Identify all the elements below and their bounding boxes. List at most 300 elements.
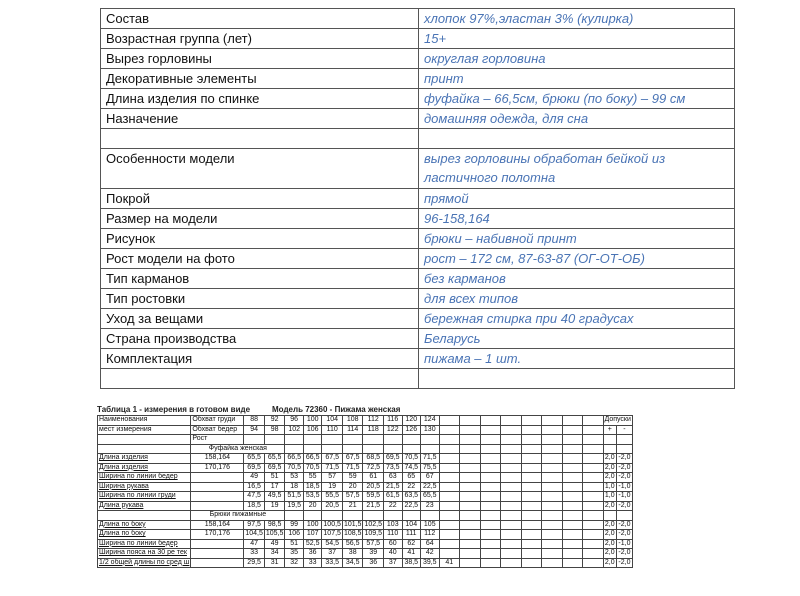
empty-cell: [521, 435, 542, 445]
measurement-row: [98, 539, 633, 549]
empty-cell: [562, 444, 583, 454]
empty-cell: [303, 511, 322, 521]
tolerance-minus-value: -2,0: [618, 473, 631, 481]
empty-cell: [583, 520, 604, 530]
size-cell: 92: [264, 416, 285, 426]
value-cell: 32: [285, 558, 304, 568]
property-row: [101, 349, 735, 369]
value-cell: 110: [384, 530, 403, 540]
empty-cell: [562, 549, 583, 559]
value-cell: 47,5: [244, 492, 265, 502]
empty-cell: [562, 511, 583, 521]
empty-cell: [521, 454, 542, 464]
property-value: фуфайка – 66,5см, брюки (по боку) – 99 см: [419, 89, 735, 109]
tolerance-plus-value: 2,0: [604, 473, 615, 481]
size-cell: 104: [322, 416, 343, 426]
height-cell: 158,164: [191, 520, 244, 530]
tolerance-plus-value: 2,0: [604, 530, 615, 538]
value-cell: 100: [303, 520, 322, 530]
empty-cell: [603, 435, 616, 445]
property-key: [101, 129, 419, 149]
property-key: Покрой: [101, 189, 419, 209]
value-cell: 97,5: [244, 520, 265, 530]
measurement-row: [98, 530, 633, 540]
property-value: рост – 172 см, 87-63-87 (ОГ-ОТ-ОБ): [419, 249, 735, 269]
value-cell: 33,5: [322, 558, 343, 568]
measurement-row: [98, 463, 633, 473]
empty-cell: [521, 501, 542, 511]
value-cell: 59: [342, 473, 363, 483]
value-cell: 65,5: [421, 492, 440, 502]
value-cell: 73,5: [384, 463, 403, 473]
empty-cell: [439, 454, 460, 464]
height-cell: [191, 482, 244, 492]
height-cell: [191, 492, 244, 502]
section-row: [98, 511, 633, 521]
value-cell: 47: [244, 539, 265, 549]
height-cell: 158,164: [191, 454, 244, 464]
empty-cell: [439, 482, 460, 492]
value-cell: 57,5: [363, 539, 384, 549]
value-cell: 51: [264, 473, 285, 483]
property-value: [419, 369, 735, 389]
empty-cell: [480, 530, 501, 540]
empty-cell: [244, 435, 265, 445]
empty-cell: [322, 435, 343, 445]
empty-cell: [521, 425, 542, 435]
empty-cell: [460, 435, 481, 445]
table-title: Таблица 1 - измерения в готовом виде: [97, 405, 251, 414]
value-cell: 61,5: [384, 492, 403, 502]
property-row: [101, 89, 735, 109]
property-value: принт: [419, 69, 735, 89]
empty-cell: [521, 539, 542, 549]
property-key: Назначение: [101, 109, 419, 129]
value-cell: 64: [421, 539, 440, 549]
property-row: [101, 289, 735, 309]
value-cell: 53: [285, 473, 304, 483]
empty-cell: [384, 511, 403, 521]
empty-cell: [542, 454, 563, 464]
measurement-row: [98, 473, 633, 483]
empty-cell: [460, 454, 481, 464]
empty-cell: [521, 520, 542, 530]
empty-cell: [521, 482, 542, 492]
property-row: [101, 209, 735, 229]
empty-cell: [285, 444, 304, 454]
empty-cell: [521, 492, 542, 502]
measurement-row: [98, 501, 633, 511]
empty-cell: [285, 435, 304, 445]
value-cell: 37: [322, 549, 343, 559]
empty-cell: [562, 473, 583, 483]
value-cell: 61: [363, 473, 384, 483]
empty-cell: [542, 473, 563, 483]
measurement-name: Ширина по линии груди: [98, 492, 191, 502]
tolerance-plus: +: [603, 425, 616, 435]
height-cell: 170,176: [191, 463, 244, 473]
value-cell: 18: [285, 482, 304, 492]
empty-cell: [342, 435, 363, 445]
height-cell: [191, 558, 244, 568]
empty-cell: [460, 473, 481, 483]
tolerance-label: Допуски: [604, 416, 631, 424]
tolerance-minus-value: -2,0: [618, 454, 631, 462]
size-cell: 100: [303, 416, 322, 426]
empty-cell: [542, 416, 563, 426]
property-key: Вырез горловины: [101, 49, 419, 69]
empty-cell: [583, 530, 604, 540]
empty-cell: [439, 539, 460, 549]
empty-cell: [480, 473, 501, 483]
value-cell: 41: [402, 549, 421, 559]
size-cell: 130: [421, 425, 440, 435]
value-cell: 38,5: [402, 558, 421, 568]
empty-cell: [616, 511, 632, 521]
empty-cell: [480, 416, 501, 426]
measurement-name: Длина изделия: [98, 463, 191, 473]
empty-cell: [583, 501, 604, 511]
property-value: 15+: [419, 29, 735, 49]
value-cell: 71,5: [322, 463, 343, 473]
property-row: [101, 149, 735, 189]
empty-cell: [480, 482, 501, 492]
value-cell: 106: [285, 530, 304, 540]
value-cell: 59,5: [363, 492, 384, 502]
value-cell: 37: [384, 558, 403, 568]
value-cell: 102,5: [364, 520, 382, 528]
property-key: Комплектация: [101, 349, 419, 369]
value-cell: 109,5: [364, 530, 382, 538]
value-cell: 70,5: [402, 454, 421, 464]
empty-cell: [583, 435, 604, 445]
empty-cell: [542, 492, 563, 502]
size-cell: 102: [285, 425, 304, 435]
header-name: мест измерения: [98, 425, 191, 435]
empty-cell: [480, 511, 501, 521]
value-cell: 74,5: [402, 463, 421, 473]
empty-cell: [562, 454, 583, 464]
measurement-row: [98, 558, 633, 568]
measurement-row: [98, 549, 633, 559]
value-cell: 21: [342, 501, 363, 511]
value-cell: 40: [384, 549, 403, 559]
property-row: [101, 69, 735, 89]
empty-cell: [583, 425, 604, 435]
empty-cell: [402, 511, 421, 521]
tolerance-minus-value: -2,0: [618, 501, 631, 509]
value-cell: 105: [421, 520, 440, 530]
empty-cell: [439, 435, 460, 445]
property-value: 96-158,164: [419, 209, 735, 229]
tolerance-minus-value: -2,0: [618, 463, 631, 471]
empty-cell: [501, 435, 522, 445]
empty-cell: [460, 520, 481, 530]
value-cell: 55,5: [322, 492, 343, 502]
empty-cell: [583, 416, 604, 426]
header-name: Наименования: [98, 416, 191, 426]
property-value: бережная стирка при 40 градусах: [419, 309, 735, 329]
measurement-name: Ширина по линии бедер: [98, 473, 191, 483]
empty-cell: [501, 520, 522, 530]
empty-cell: [384, 444, 403, 454]
empty-cell: [521, 444, 542, 454]
empty-cell: [421, 444, 440, 454]
tolerance-plus-value: 1,0: [604, 482, 615, 490]
empty-cell: [439, 416, 460, 426]
value-cell: 69,5: [244, 463, 265, 473]
empty-cell: [542, 530, 563, 540]
empty-cell: [583, 549, 604, 559]
tolerance-minus-value: -1,0: [618, 492, 631, 500]
height-row: [98, 435, 633, 445]
empty-cell: [480, 444, 501, 454]
empty-cell: [480, 425, 501, 435]
size-cell: 88: [244, 416, 265, 426]
empty-cell: [480, 492, 501, 502]
measurement-name: Ширина по линии бедер: [98, 539, 191, 549]
empty-cell: [460, 444, 481, 454]
tolerance-plus-value: 2,0: [604, 454, 615, 462]
empty-cell: [439, 473, 460, 483]
property-value: [419, 129, 735, 149]
empty-cell: [460, 558, 481, 568]
value-cell: 18,5: [303, 482, 322, 492]
empty-cell: [439, 425, 460, 435]
value-cell: 21,5: [363, 501, 384, 511]
property-key: Состав: [101, 9, 419, 29]
size-cell: 122: [384, 425, 403, 435]
empty-cell: [421, 511, 440, 521]
property-value: пижама – 1 шт.: [419, 349, 735, 369]
value-cell: 98,5: [264, 520, 285, 530]
empty-cell: [363, 435, 384, 445]
value-cell: 68,5: [363, 454, 384, 464]
empty-cell: [583, 511, 604, 521]
value-cell: 75,5: [421, 463, 440, 473]
value-cell: 38: [342, 549, 363, 559]
tolerance-plus-value: 2,0: [604, 558, 615, 566]
empty-cell: [521, 558, 542, 568]
size-cell: 126: [402, 425, 421, 435]
value-cell: 60: [384, 539, 403, 549]
header-row: [98, 416, 633, 426]
value-cell: 17: [264, 482, 285, 492]
empty-cell: [480, 520, 501, 530]
property-key: Возрастная группа (лет): [101, 29, 419, 49]
value-cell: 20,5: [363, 482, 384, 492]
empty-cell: [439, 492, 460, 502]
size-cell: 110: [322, 425, 343, 435]
value-cell: 55: [303, 473, 322, 483]
empty-cell: [521, 473, 542, 483]
model-title: Модель 72360 - Пижама женская: [272, 405, 401, 414]
measurement-name: Ширина рукава: [98, 482, 191, 492]
empty-cell: [439, 444, 460, 454]
value-cell: 108,5: [343, 530, 362, 538]
empty-cell: [562, 482, 583, 492]
empty-cell: [583, 473, 604, 483]
empty-cell: [562, 416, 583, 426]
empty-cell: [303, 435, 322, 445]
empty-cell: [439, 530, 460, 540]
measurements-table: [97, 415, 633, 568]
size-cell: 94: [244, 425, 265, 435]
empty-cell: [264, 435, 285, 445]
value-cell: 49: [244, 473, 265, 483]
empty-cell: [542, 482, 563, 492]
tolerance-minus-value: -1,0: [618, 539, 631, 547]
value-cell: 62: [402, 539, 421, 549]
empty-cell: [542, 539, 563, 549]
empty-cell: [363, 511, 384, 521]
value-cell: 104: [402, 520, 421, 530]
empty-cell: [501, 454, 522, 464]
empty-cell: [363, 444, 384, 454]
empty-cell: [460, 530, 481, 540]
tolerance-minus-value: -1,0: [618, 482, 631, 490]
empty-cell: [562, 492, 583, 502]
value-cell: 29,5: [244, 558, 265, 568]
empty-cell: [542, 511, 563, 521]
value-cell: 41: [439, 558, 460, 568]
value-cell: 111: [402, 530, 421, 540]
empty-cell: [421, 435, 440, 445]
value-cell: 49,5: [264, 492, 285, 502]
value-cell: 66,5: [303, 454, 322, 464]
property-row: [101, 9, 735, 29]
property-row: [101, 109, 735, 129]
empty-cell: [501, 549, 522, 559]
empty-cell: [583, 444, 604, 454]
empty-cell: [521, 530, 542, 540]
tolerance-minus-value: -2,0: [618, 530, 631, 538]
value-cell: 23: [421, 501, 440, 511]
empty-cell: [562, 520, 583, 530]
size-cell: 116: [384, 416, 403, 426]
size-cell: 106: [303, 425, 322, 435]
value-cell: 101,5: [343, 520, 362, 528]
value-cell: 19: [322, 482, 343, 492]
value-cell: 56,5: [342, 539, 363, 549]
property-key: Рисунок: [101, 229, 419, 249]
empty-cell: [480, 501, 501, 511]
property-value: домашняя одежда, для сна: [419, 109, 735, 129]
empty-cell: [501, 530, 522, 540]
empty-cell: [501, 425, 522, 435]
empty-cell: [98, 511, 191, 521]
empty-cell: [303, 444, 322, 454]
tolerance-minus-value: -2,0: [618, 520, 631, 528]
property-row: [101, 369, 735, 389]
value-cell: 36: [303, 549, 322, 559]
tolerance-plus-value: 2,0: [604, 539, 615, 547]
empty-cell: [501, 416, 522, 426]
property-value: без карманов: [419, 269, 735, 289]
height-cell: [191, 549, 244, 559]
tolerance-minus: -: [616, 425, 632, 435]
size-cell: 120: [402, 416, 421, 426]
value-cell: 39,5: [421, 558, 440, 568]
header-row: [98, 425, 633, 435]
empty-cell: [439, 501, 460, 511]
measurement-name: 1/2 общей длины по сред ш: [99, 558, 190, 566]
empty-cell: [342, 444, 363, 454]
empty-cell: [521, 549, 542, 559]
header-sub: Обхват бедер: [191, 425, 244, 435]
property-row: [101, 309, 735, 329]
empty-cell: [480, 539, 501, 549]
empty-cell: [521, 511, 542, 521]
value-cell: 19: [264, 501, 285, 511]
value-cell: 20,5: [322, 501, 343, 511]
value-cell: 22: [402, 482, 421, 492]
value-cell: 57: [322, 473, 343, 483]
tolerance-plus-value: 2,0: [604, 549, 615, 557]
section-title: Брюки пижамные: [191, 511, 285, 521]
empty-cell: [501, 444, 522, 454]
value-cell: 20: [342, 482, 363, 492]
empty-cell: [501, 539, 522, 549]
value-cell: 53,5: [303, 492, 322, 502]
empty-cell: [562, 558, 583, 568]
value-cell: 51,5: [285, 492, 304, 502]
empty-cell: [480, 463, 501, 473]
empty-cell: [583, 454, 604, 464]
height-cell: [191, 539, 244, 549]
value-cell: 42: [421, 549, 440, 559]
measurement-name: Длина по боку: [98, 520, 191, 530]
property-key: Длина изделия по спинке: [101, 89, 419, 109]
empty-cell: [460, 501, 481, 511]
empty-cell: [562, 435, 583, 445]
value-cell: 65,5: [264, 454, 285, 464]
empty-cell: [439, 511, 460, 521]
property-value: хлопок 97%,эластан 3% (кулирка): [419, 9, 735, 29]
empty-cell: [562, 425, 583, 435]
empty-cell: [521, 463, 542, 473]
measurement-name: Длина по боку: [98, 530, 191, 540]
value-cell: 49: [264, 539, 285, 549]
tolerance-plus-value: 1,0: [604, 492, 615, 500]
size-cell: 114: [342, 425, 363, 435]
empty-cell: [439, 463, 460, 473]
value-cell: 35: [285, 549, 304, 559]
empty-cell: [439, 520, 460, 530]
empty-cell: [322, 511, 343, 521]
measurement-row: [98, 492, 633, 502]
value-cell: 63: [384, 473, 403, 483]
empty-cell: [542, 558, 563, 568]
size-cell: 124: [421, 416, 440, 426]
empty-cell: [603, 511, 616, 521]
value-cell: 69,5: [384, 454, 403, 464]
header-sub: Обхват груди: [191, 416, 244, 426]
value-cell: 99: [285, 520, 304, 530]
value-cell: 107,5: [323, 530, 341, 538]
value-cell: 31: [264, 558, 285, 568]
value-cell: 54,5: [322, 539, 343, 549]
size-cell: 118: [363, 425, 384, 435]
property-value: округлая горловина: [419, 49, 735, 69]
value-cell: 18,5: [244, 501, 265, 511]
value-cell: 36: [363, 558, 384, 568]
empty-cell: [460, 416, 481, 426]
property-row: [101, 249, 735, 269]
section-title: Фуфайка женская: [191, 444, 285, 454]
property-row: [101, 329, 735, 349]
empty-cell: [562, 463, 583, 473]
